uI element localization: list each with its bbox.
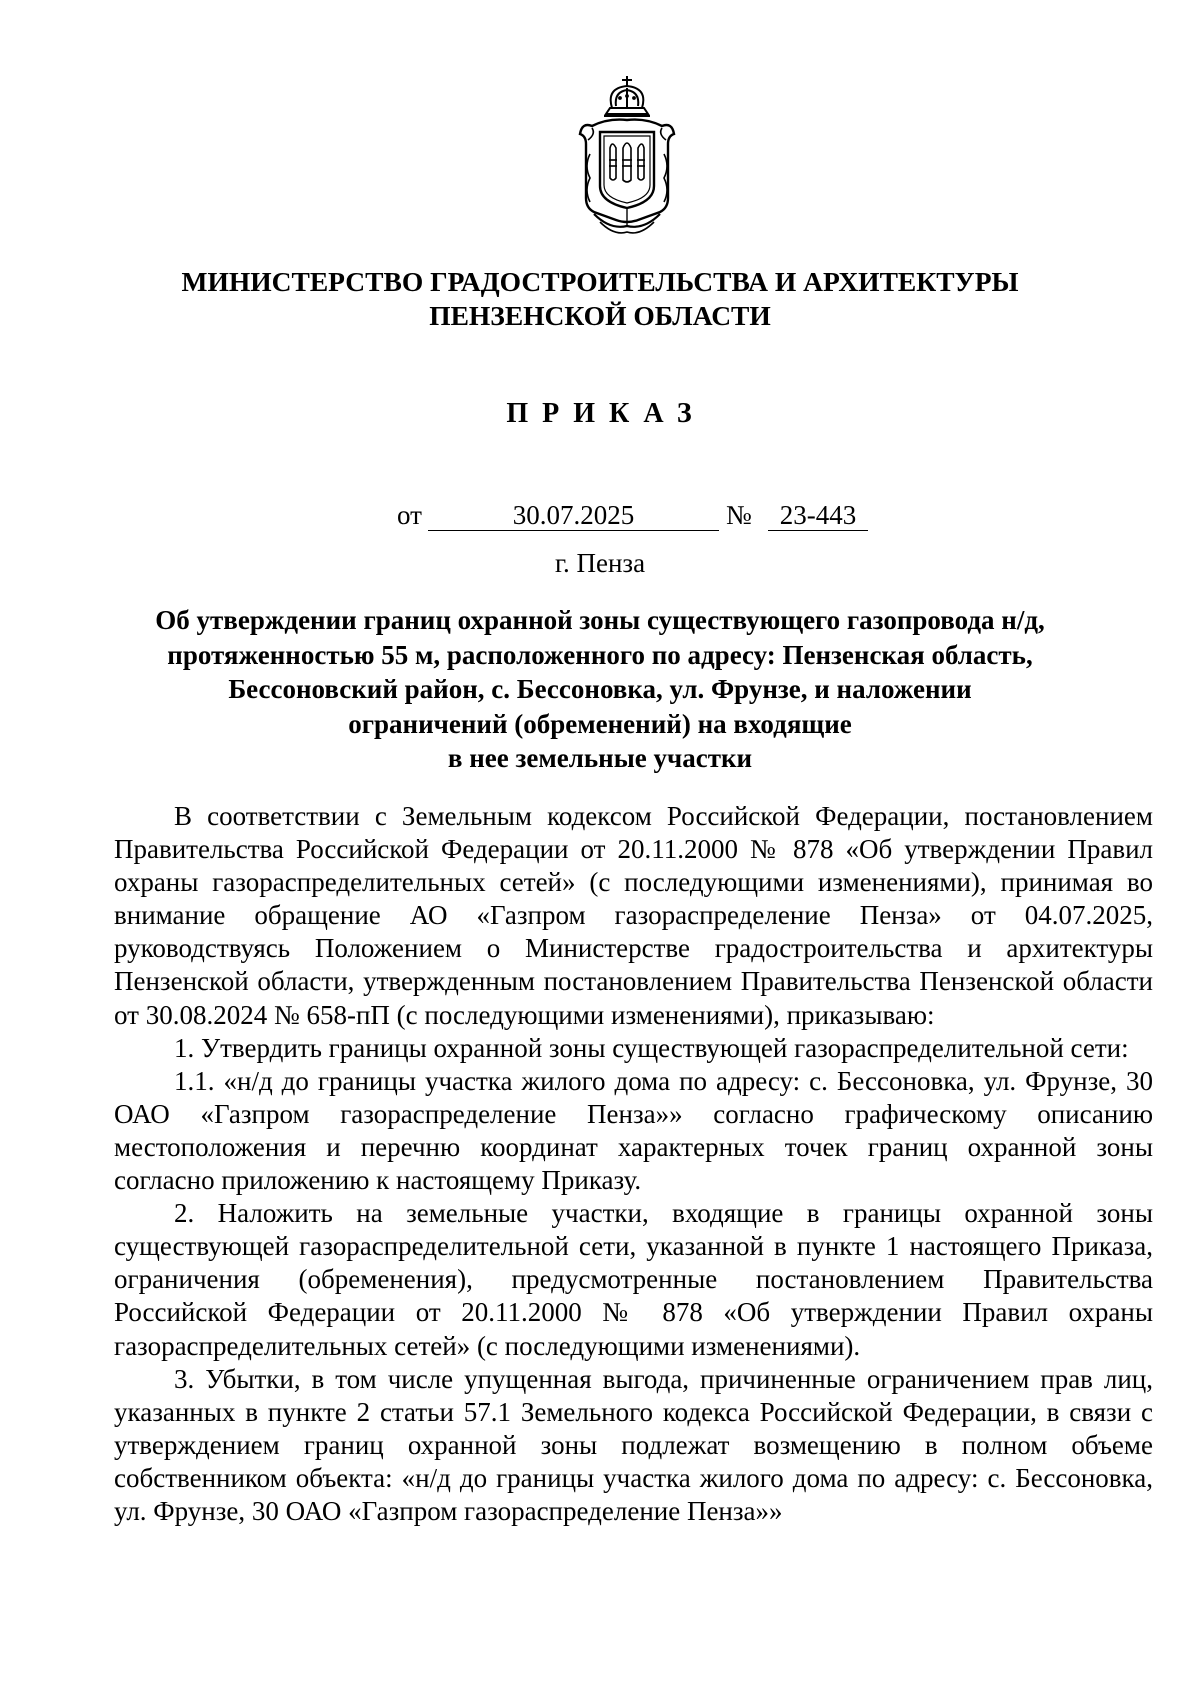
document-subject xyxy=(0,603,1200,776)
date-prefix: от xyxy=(397,500,422,530)
document-body xyxy=(114,800,1153,1528)
date-number-line xyxy=(0,500,1200,536)
coat-of-arms-icon xyxy=(576,74,678,238)
subject-line3: Бессоновский район, с. Бессоновка, ул. Фрунзе, и наложении xyxy=(228,674,972,704)
number-sign: № xyxy=(726,500,752,530)
document-type-title: ПРИКАЗ xyxy=(506,398,706,429)
ministry-name-line1: МИНИСТЕРСТВО ГРАДОСТРОИТЕЛЬСТВА И АРХИТЕКТУРЫ xyxy=(181,266,1019,297)
city: г. Пенза xyxy=(554,548,646,578)
subject-line5: в нее земельные участки xyxy=(447,743,753,773)
subject-line4: ограничений (обременений) на входящие xyxy=(348,708,852,739)
item-1-paragraph: 1. Утвердить границы охранной зоны существующей газораспределительной сети: xyxy=(174,1032,1129,1063)
ministry-name xyxy=(0,265,1200,333)
item-2-paragraph: 2. Наложить на земельные участки, входящие в границы охранной зоны существующей газораспределительной сети, указанной в пункте 1 настоящего Приказа, ограничения (обременения), предусмотренные постановлением Правительства Российской Федерации от 20.11.2000 № 878 «Об утверждении Правил охраны газораспределительных сетей» (с последующими изменениями). xyxy=(114,1198,1153,1361)
item-1-1-paragraph: 1.1. «н/д до границы участка жилого дома по адресу: с. Бессоновка, ул. Фрунзе, 30 ОАО «Газпром газораспределение Пенза»» согласно графическому описанию местоположения и перечню координат характерных точек границ охранной зоны согласно приложению к настоящему Приказу. xyxy=(114,1065,1153,1196)
ministry-name-line2: ПЕНЗЕНСКОЙ ОБЛАСТИ xyxy=(429,300,771,331)
item-3-paragraph: 3. Убытки, в том числе упущенная выгода, причиненные ограничением прав лиц, указанных в пункте 2 статьи 57.1 Земельного кодекса Российской Федерации, в связи с утверждением границ охранной зоны подлежат возмещению в полном объеме собственником объекта: «н/д до границы участка жилого дома по адресу: с. Бессоновка, ул. Фрунзе, 30 ОАО «Газпром газораспределение Пенза»» xyxy=(114,1363,1153,1526)
document-number: 23-443 xyxy=(768,500,868,531)
subject-line1: Об утверждении границ охранной зоны существующего газопровода н/д, xyxy=(155,605,1045,635)
preamble-paragraph: В соответствии с Земельным кодексом Российской Федерации, постановлением Правительства Российской Федерации от 20.11.2000 № 878 «Об утверждении Правил охраны газораспределительных сетей» (с последующими изменениями), принимая во внимание обращение АО «Газпром газораспределение Пенза» от 04.07.2025, руководствуясь Положением о Министерстве градостроительства и архитектуры Пензенской области, утвержденным постановлением Правительства Пензенской области от 30.08.2024 № 658-пП (с последующими изменениями), приказываю: xyxy=(114,801,1153,1030)
document-date: 30.07.2025 xyxy=(428,500,719,531)
subject-line2: протяженностью 55 м, расположенного по адресу: Пензенская область, xyxy=(167,639,1033,670)
